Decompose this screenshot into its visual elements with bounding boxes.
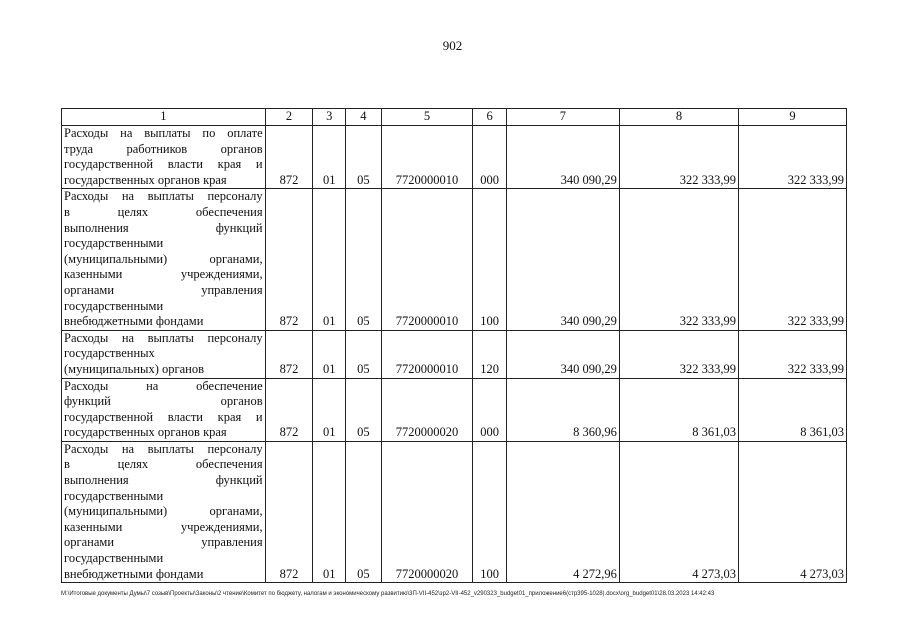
column-header: 3 <box>313 109 346 126</box>
ministry-code: 872 <box>265 441 313 582</box>
table-body <box>62 126 847 583</box>
subsection-code: 05 <box>346 378 382 441</box>
amount-col-9: 4 273,03 <box>739 441 847 582</box>
description-line: органами управления <box>64 282 263 297</box>
column-header: 9 <box>739 109 847 126</box>
amount-col-9: 322 333,99 <box>739 330 847 378</box>
expense-type-code: 120 <box>473 330 507 378</box>
column-header: 1 <box>62 109 266 126</box>
table-row <box>62 189 847 330</box>
description-line: Расходы на выплаты персоналу <box>64 189 263 204</box>
description-line: казенными учреждениями, <box>64 519 263 534</box>
expense-type-code: 000 <box>473 126 507 189</box>
column-header: 6 <box>473 109 507 126</box>
expense-type-code: 100 <box>473 189 507 330</box>
description-line: государственной власти края и <box>64 157 263 172</box>
amount-col-8: 4 273,03 <box>619 441 738 582</box>
target-article-code: 7720000020 <box>381 378 473 441</box>
amount-col-8: 8 361,03 <box>619 378 738 441</box>
target-article-code: 7720000010 <box>381 189 473 330</box>
expense-description <box>62 189 266 330</box>
section-code: 01 <box>313 189 346 330</box>
description-line: Расходы на обеспечение <box>64 378 263 393</box>
description-line: (муниципальными) органами, <box>64 251 263 266</box>
description-line: казенными учреждениями, <box>64 267 263 282</box>
description-line: государственными <box>64 551 164 566</box>
section-code: 01 <box>313 330 346 378</box>
description-line: внебюджетными фондами <box>64 566 204 581</box>
page-number: 902 <box>442 38 463 53</box>
ministry-code: 872 <box>265 189 313 330</box>
column-header: 7 <box>506 109 619 126</box>
description-line: функций органов <box>64 394 263 409</box>
budget-table <box>61 108 847 583</box>
header-row <box>62 109 847 126</box>
description-line: государственными <box>64 236 164 251</box>
column-header: 8 <box>619 109 738 126</box>
description-line: государственных органов края <box>64 172 227 187</box>
section-code: 01 <box>313 378 346 441</box>
table-row <box>62 378 847 441</box>
subsection-code: 05 <box>346 330 382 378</box>
ministry-code: 872 <box>265 378 313 441</box>
target-article-code: 7720000020 <box>381 441 473 582</box>
file-path-footer: M:\Итоговые документы Думы\7 созыв\Проекты\Законы\2 чтение\Комитет по бюджету, налогам и экономическому развитию\3П-VII-452\зр2-VII-452_v290323_budget01_приложение6(стр395-1028).docx\org_budget01\28.03.2023 14:42:43 <box>61 591 715 597</box>
description-line: государственными <box>64 298 164 313</box>
expense-type-code: 100 <box>473 441 507 582</box>
table-row <box>62 126 847 189</box>
expense-description <box>62 378 266 441</box>
expense-description <box>62 126 266 189</box>
expense-description <box>62 330 266 378</box>
amount-col-9: 322 333,99 <box>739 189 847 330</box>
expense-description <box>62 441 266 582</box>
section-code: 01 <box>313 126 346 189</box>
target-article-code: 7720000010 <box>381 126 473 189</box>
subsection-code: 05 <box>346 126 382 189</box>
amount-col-7: 340 090,29 <box>506 330 619 378</box>
description-line: государственных <box>64 346 155 361</box>
description-line: выполнения функций <box>64 473 263 488</box>
amount-col-7: 340 090,29 <box>506 126 619 189</box>
description-line: государственных органов края <box>64 425 227 440</box>
column-header: 2 <box>265 109 313 126</box>
description-line: Расходы на выплаты персоналу <box>64 330 263 345</box>
description-line: государственными <box>64 488 164 503</box>
amount-col-7: 4 272,96 <box>506 441 619 582</box>
description-line: (муниципальных) органов <box>64 361 205 376</box>
ministry-code: 872 <box>265 126 313 189</box>
amount-col-8: 322 333,99 <box>619 126 738 189</box>
section-code: 01 <box>313 441 346 582</box>
description-line: труда работников органов <box>64 141 263 156</box>
column-header: 5 <box>381 109 473 126</box>
amount-col-9: 322 333,99 <box>739 126 847 189</box>
description-line: Расходы на выплаты персоналу <box>64 441 263 456</box>
description-line: внебюджетными фондами <box>64 314 204 329</box>
ministry-code: 872 <box>265 330 313 378</box>
amount-col-9: 8 361,03 <box>739 378 847 441</box>
description-line: Расходы на выплаты по оплате <box>64 126 263 140</box>
description-line: (муниципальными) органами, <box>64 504 263 519</box>
amount-col-7: 8 360,96 <box>506 378 619 441</box>
table-row <box>62 330 847 378</box>
column-header: 4 <box>346 109 382 126</box>
amount-col-8: 322 333,99 <box>619 189 738 330</box>
subsection-code: 05 <box>346 441 382 582</box>
target-article-code: 7720000010 <box>381 330 473 378</box>
description-line: в целях обеспечения <box>64 457 263 472</box>
description-line: органами управления <box>64 535 263 550</box>
amount-col-8: 322 333,99 <box>619 330 738 378</box>
description-line: государственной власти края и <box>64 409 263 424</box>
description-line: выполнения функций <box>64 220 263 235</box>
amount-col-7: 340 090,29 <box>506 189 619 330</box>
description-line: в целях обеспечения <box>64 204 263 219</box>
table-row <box>62 441 847 582</box>
subsection-code: 05 <box>346 189 382 330</box>
expense-type-code: 000 <box>473 378 507 441</box>
